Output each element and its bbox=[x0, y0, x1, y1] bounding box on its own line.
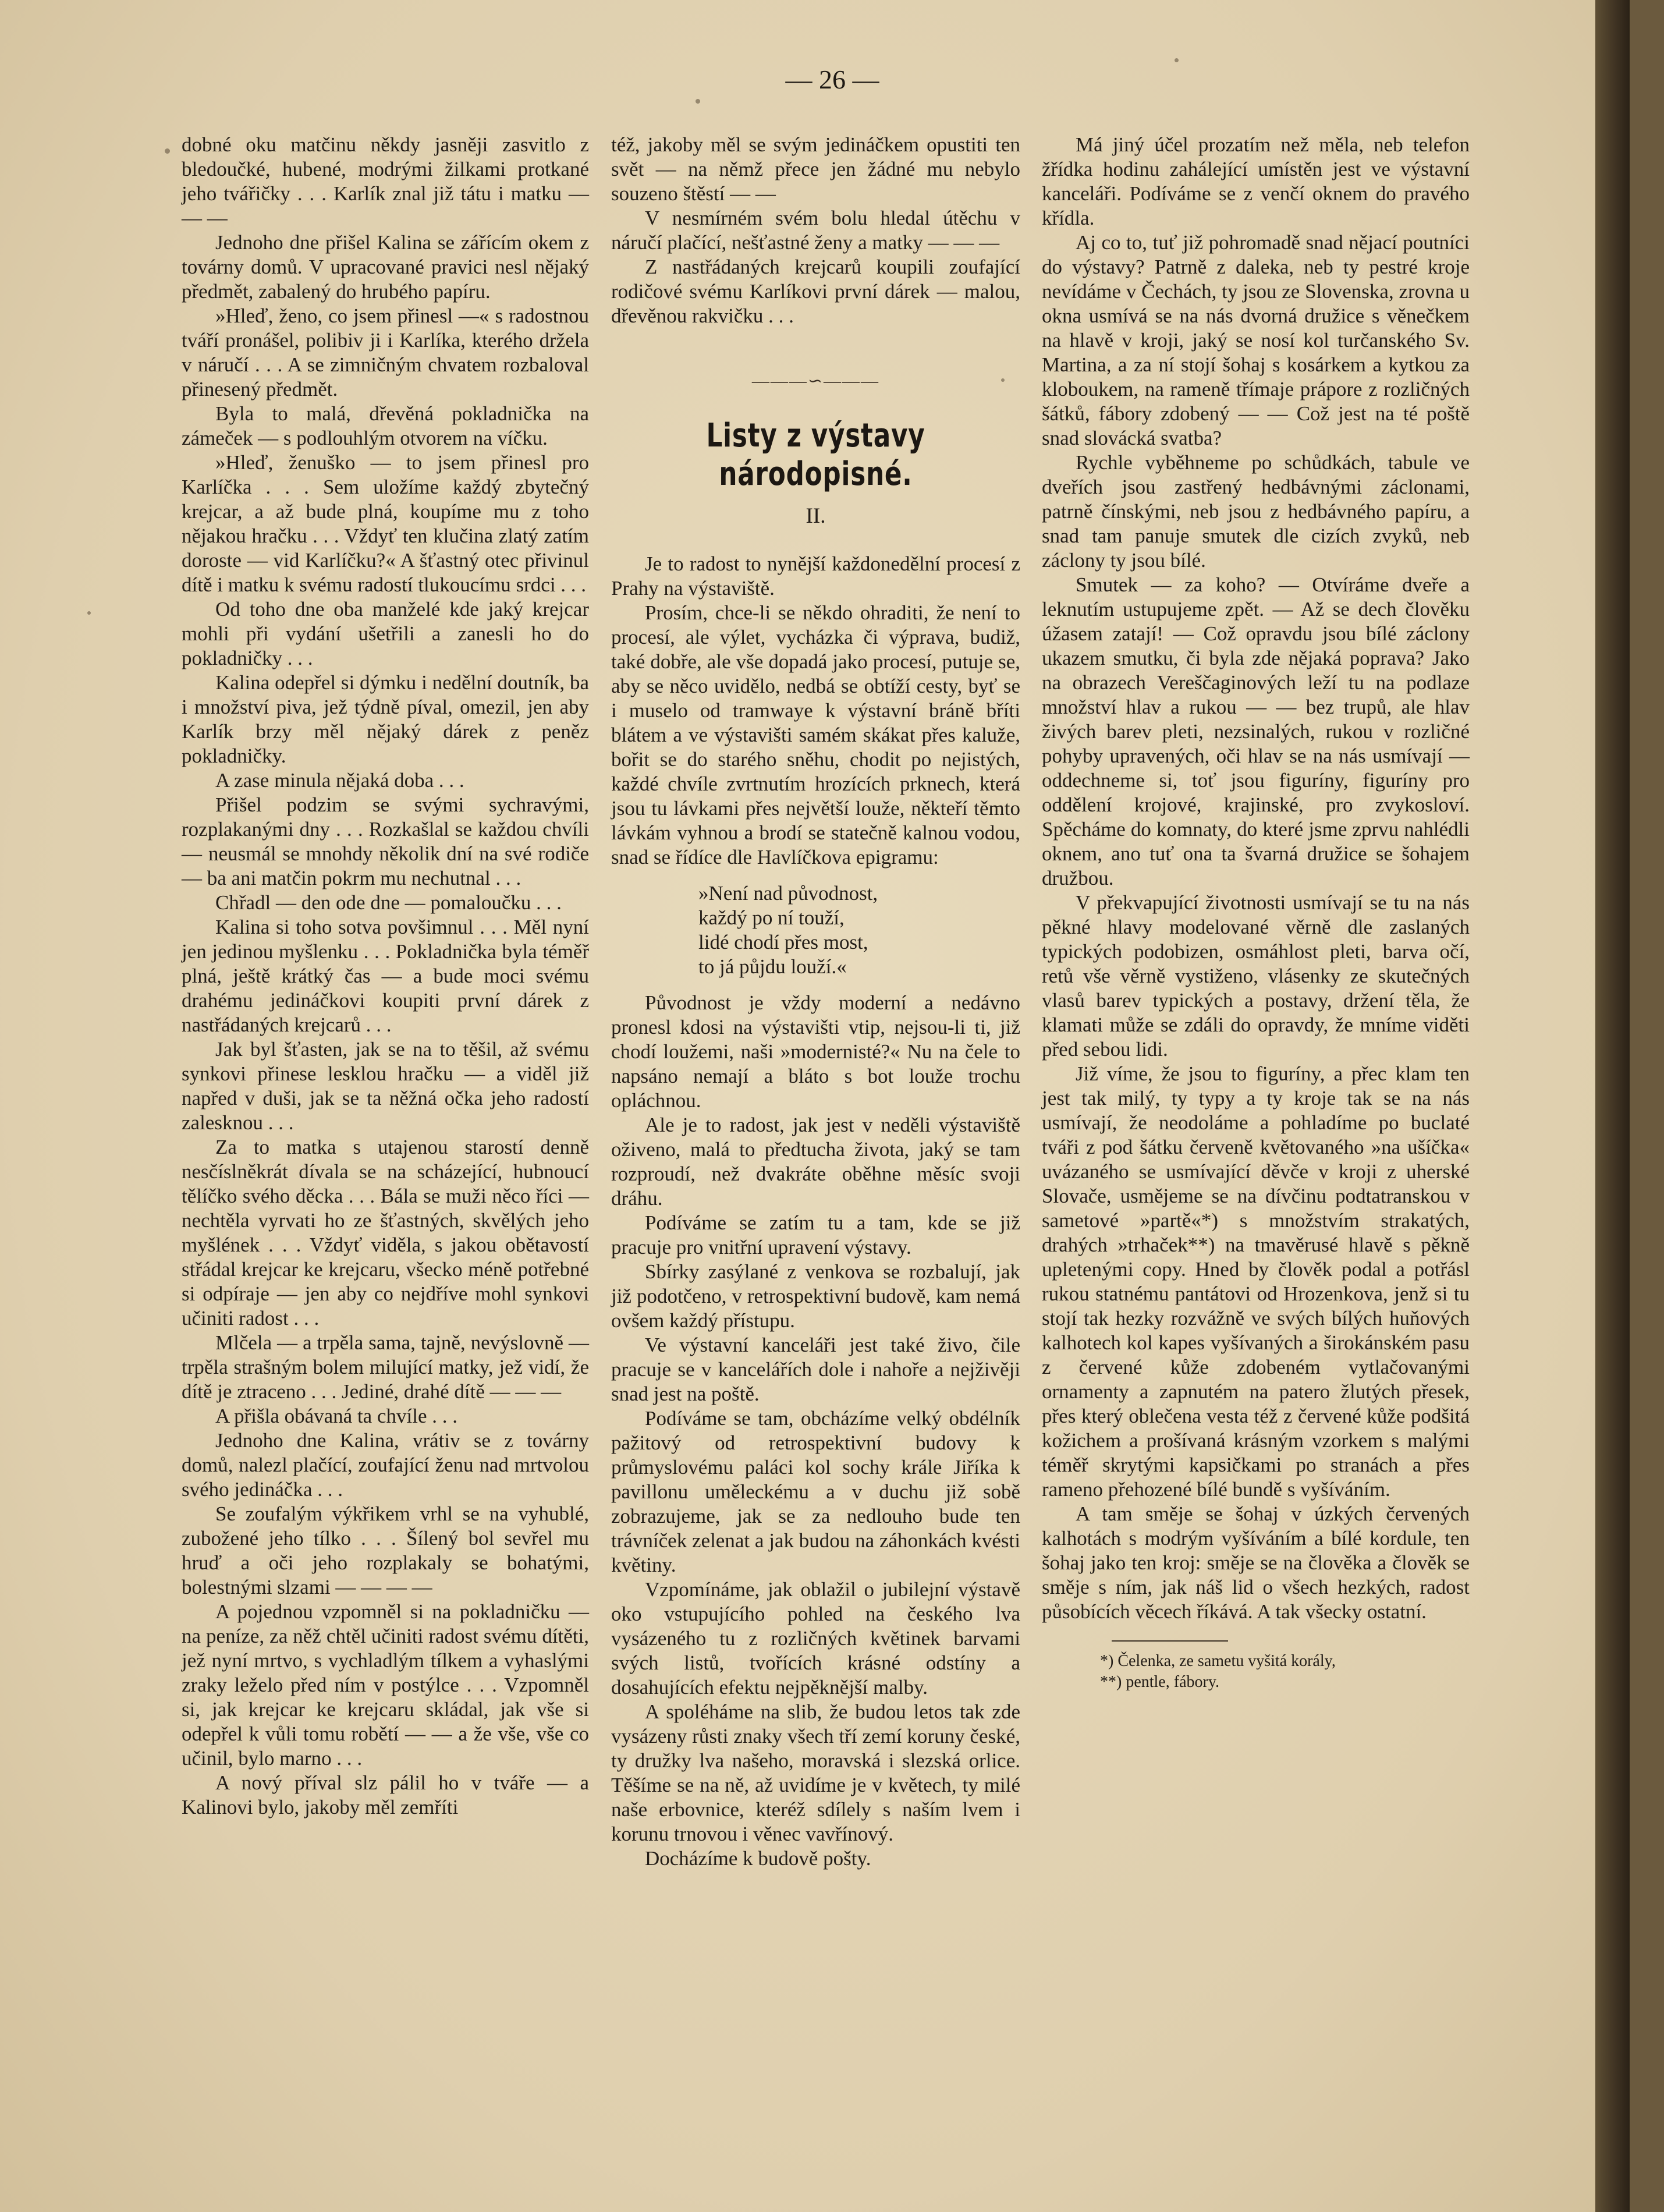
poem-line: každý po ní touží, bbox=[698, 906, 845, 929]
paragraph: Přišel podzim se svými sychravými, rozplakanými dny . . . Rozkašlal se každou chvíli — neusmál se mnohdy několik dní na své rodiče — ba ani matčin pokrm mu nechutnal . . . bbox=[182, 793, 589, 889]
ornamental-divider: ———∽——— bbox=[751, 371, 880, 391]
paragraph: Prosím, chce-li se někdo ohraditi, že není to procesí, ale výlet, vycházka či výprava, budiž, také dobře, ale vše dopadá jako procesí, putuje se, aby se něco uvidělo, nedbá se obtíží cesty, byť se i muselo od tramwaye k výstavní bráně bříti blátem a ve výstavišti samém skákat přes kaluže, bořit se do starého sněhu, chodit po nejistých, každé chvíle zvrtnutím hrozících prknech, která jsou tu lávkami přes největší louže, někteří těmto lávkám vyhnou a brodí se statečně kalnou vodou, snad se řídíce dle Havlíčkova epigramu: bbox=[611, 601, 1020, 869]
footnote: *) Čelenka, ze sametu vyšitá korály, bbox=[1100, 1652, 1336, 1670]
paper-speck bbox=[696, 99, 700, 104]
paragraph: též, jakoby měl se svým jedináčkem opustiti ten svět — na němž přece jen žádné mu nebylo souzeno štěstí — — bbox=[611, 133, 1020, 205]
page-edge bbox=[1595, 0, 1630, 2212]
paragraph: Mlčela — a trpěla sama, tajně, nevýslovně — trpěla strašným bolem milující matky, jež vidí, že dítě je ztraceno . . . Jediné, drahé dítě — — — bbox=[182, 1331, 589, 1403]
paragraph: dobné oku matčinu někdy jasněji zasvitlo z bledoučké, hubené, modrými žilkami protkané jeho tvářičky . . . Karlík znal již tátu i matku — — — bbox=[182, 133, 589, 229]
paragraph: Aj co to, tuť již pohromadě snad nějací poutníci do výstavy? Patrně z daleka, neb ty pestré kroje nevídáme v Čechách, ty jsou ze Slovenska, zrovna u okna usmívá se na nás dvorná družice s věnečkem na hlavě v kroji, jaký se nosí kol turčanského Sv. Martina, a za ní stojí šohaj s kosárkem a kytkou za kloboukem, na rameně třímaje prápore z rozličných šátků, fábory zdobený — — Což jest na té poště snad slovácká svatba? bbox=[1042, 231, 1470, 449]
paragraph: Je to radost to nynější každonedělní procesí z Prahy na výstaviště. bbox=[611, 552, 1020, 600]
paragraph: Kalina odepřel si dýmku i nedělní doutník, ba i množství piva, jež týdně píval, omezil, jen aby Karlík brzy měl nějaký dárek z peněz pokladničky. bbox=[182, 671, 589, 767]
paragraph: Jak byl šťasten, jak se na to těšil, až svému synkovi přinese lesklou hračku — a viděl již napřed v duši, jak se ta něžná očka jeho radostí zalesknou . . . bbox=[182, 1038, 589, 1134]
epigram-poem bbox=[698, 881, 1020, 979]
paragraph: V překvapující životnosti usmívají se tu na nás pěkné hlavy modelované věrně dle zaslaných typických podobizen, osmáhlost pleti, barva očí, retů vše věrně vystiženo, vlásenky ze skutečných vlasů barev typických a postavy, držení těla, že klamati může se zdáli do opravdy, že mníme viděti před sebou lidi. bbox=[1042, 891, 1470, 1061]
column-right bbox=[1042, 133, 1470, 1693]
column-left bbox=[182, 133, 589, 1820]
paragraph: Chřadl — den ode dne — pomaloučku . . . bbox=[215, 891, 562, 914]
paper-speck bbox=[165, 148, 170, 154]
paragraph: Od toho dne oba manželé kde jaký krejcar mohli při vydání ušetřili a zanesli ho do pokladničky . . . bbox=[182, 598, 589, 669]
paragraph: Z nastřádaných krejcarů koupili zoufající rodičové svému Karlíkovi první dárek — malou, dřevěnou rakvičku . . . bbox=[611, 256, 1020, 327]
paragraph: Jednoho dne Kalina, vrátiv se z továrny domů, nalezl plačící, zoufající ženu nad mrtvolou svého jedináčka . . . bbox=[182, 1429, 589, 1501]
poem-line: »Není nad původnost, bbox=[698, 882, 878, 905]
article-title: Listy z výstavy národopisné. bbox=[706, 417, 925, 493]
section-number: II. bbox=[806, 504, 826, 528]
paragraph: A pojednou vzpomněl si na pokladničku — na peníze, za něž chtěl učiniti radost svému dítěti, jež nyní mrtvo, s vychladlým tílkem a vyhaslými zraky leželo před ním v postýlce . . . Vzpomněl si, jak krejcar ke krejcaru skládal, jak vše si odepřel k vůli tomu robětí — — a že vše, vše co učinil, bylo marno . . . bbox=[182, 1600, 589, 1770]
paragraph: A spoléháme na slib, že budou letos tak zde vysázeny růsti znaky všech tří zemí koruny české, ty družky lva našeho, moravská i slezská orlice. Těšíme se na ně, až uvidíme je v květech, ty milé naše erbovnice, kteréž sdílely s naším lvem i korunu trnovou i věnec vavřínový. bbox=[611, 1700, 1020, 1845]
column-middle bbox=[611, 133, 1020, 1871]
paragraph: Byla to malá, dřevěná pokladnička na zámeček — s podlouhlým otvorem na víčku. bbox=[182, 402, 589, 449]
paragraph: Sbírky zasýlané z venkova se rozbalují, jak již podotčeno, v retrospektivní budově, kam nemá ovšem každý přístupu. bbox=[611, 1260, 1020, 1332]
paragraph: Kalina si toho sotva povšimnul . . . Měl nyní jen jedinou myšlenku . . . Pokladnička byla téměř plná, ještě krátký čas — a bude moci svému drahému jedináčkovi koupiti první dárek z nastřádaných krejcarů . . . bbox=[182, 916, 589, 1036]
paragraph: »Hleď, ženo, co jsem přinesl —« s radostnou tváří pronášel, polibiv ji i Karlíka, kterého držela v náručí . . . A se zimničným chvatem rozbaloval přinesený předmět. bbox=[182, 304, 589, 400]
paragraph: A zase minula nějaká doba . . . bbox=[215, 769, 464, 792]
paragraph: Jednoho dne přišel Kalina se zářícím okem z továrny domů. V upracované pravici nesl nějaký předmět, zabalený do hrubého papíru. bbox=[182, 231, 589, 303]
paragraph: Ale je to radost, jak jest v neděli výstaviště oživeno, malá to předtucha života, jaký se tam rozproudí, než dvakráte oběhne měsíc svoji dráhu. bbox=[611, 1114, 1020, 1210]
paragraph: A nový příval slz pálil ho v tváře — a Kalinovi bylo, jakoby měl zemříti bbox=[182, 1771, 589, 1818]
paragraph: Se zoufalým výkřikem vrhl se na vyhublé, zubožené jeho tílko . . . Šílený bol sevřel mu hruď a oči jeho rozplakaly se bohatými, bolestnými slzami — — — — bbox=[182, 1502, 589, 1598]
paper-speck bbox=[1175, 58, 1179, 62]
page-number: — 26 — bbox=[785, 65, 879, 94]
paragraph: Za to matka s utajenou starostí denně nesčíslněkrát dívala se na scházející, hubnoucí tělíčko svého děcka . . . Bála se muži něco říci — nechtěla vyrvati ho ze šťastných, skvělých jeho myšlének . . . Vždyť viděla, s jakou obětavostí střádal krejcar ke krejcaru, všecko méně potřebné si odpíraje — jen aby co nejdříve mohl synkovi učiniti radost . . . bbox=[182, 1136, 589, 1330]
paragraph: Má jiný účel prozatím než měla, neb telefon žřídka hodinu zahálející umístěn jest ve výstavní kanceláři. Podíváme se z venčí oknem do pravého křídla. bbox=[1042, 133, 1470, 229]
paragraph: Podíváme se zatím tu a tam, kde se již pracuje pro vnitřní upravení výstavy. bbox=[611, 1211, 1020, 1259]
paragraph: A přišla obávaná ta chvíle . . . bbox=[215, 1405, 457, 1427]
footnote-separator bbox=[1112, 1640, 1228, 1642]
paper-speck bbox=[1001, 378, 1005, 382]
paragraph: Rychle vyběhneme po schůdkách, tabule ve dveřích jsou zastřený hedbávnými záclonami, patrně čínskými, neb jsou z hedbávného papíru, a snad tam panuje smutek dle cizích zvyků, neb záclony ty jsou bílé. bbox=[1042, 451, 1470, 572]
paragraph: Původnost je vždy moderní a nedávno pronesl kdosi na výstavišti vtip, nejsou-li ti, již chodí loužemi, naši »modernisté?« Nu na čele to napsáno nemají a bláto s bot louže trochu opláchnou. bbox=[611, 991, 1020, 1112]
paragraph: Již víme, že jsou to figuríny, a přec klam ten jest tak milý, ty typy a ty kroje tak se na nás usmívají, že neodoláme a pohladíme po buclaté tváři z pod šátku červeně květovaného »na ušíčka« uvázaného se usmívající děvče v kroji z uherské Slovače, usmějeme se na dívčinu podtatranskou v sametové »partě«*) s množstvím strakatých, drahých »trhaček**) na tmavěrusé hlavě s pěkně upletenými copy. Hned by člověk podal a potřásl rukou statnému pantátovi od Hrozenkova, jenž si tu stojí tak hezky rozvážně ve svých bílých huňových kalhotech kol kapes vyšívaných a širokánském pasu z červené kůže zdobeném vytlačovanými ornamenty a zapnutém na patero žlutých přesek, přes který oblečena vesta též z červené kůže podšitá kožichem a prošívaná krásným vzorkem s malými téměř skrytými kapsičkami po stranách a přes rameno přehozené bílé bundě s vyšíváním. bbox=[1042, 1062, 1470, 1501]
paragraph: A tam směje se šohaj v úzkých červených kalhotách s modrým vyšíváním a bílé kordule, ten šohaj jako ten kroj: směje se na člověka a člověk se směje s ním, jak náš lid o všech hezkých, radost působících věcech říkává. A tak všecky ostatní. bbox=[1042, 1502, 1470, 1623]
paragraph: Vzpomínáme, jak oblažil o jubilejní výstavě oko vstupujícího pohled na českého lva vysázeného tu z rozličných květinek barvami svých listů, tvořících krásné odstíny a dosahujících efektu nejpěknější malby. bbox=[611, 1578, 1020, 1699]
paragraph: Podíváme se tam, obcházíme velký obdélník pažitový od retrospektivní budovy k průmyslovému paláci kol sochy krále Jiříka k pavillonu uměleckému a v duchu již sobě zobrazujeme, jak se za nedlouho bude ten trávníček zelenat a jak budou na záhonkách kvésti květiny. bbox=[611, 1407, 1020, 1576]
footnote: **) pentle, fábory. bbox=[1100, 1673, 1219, 1691]
poem-line: to já půjdu louží.« bbox=[698, 955, 847, 978]
paragraph: »Hleď, ženuško — to jsem přinesl pro Karlíčka . . . Sem uložíme každý zbytečný krejcar, a až bude plná, koupíme mu z toho nějakou hračku . . . Vždyť ten klučina zlatý zatím doroste — vid Karlíčku?« A šťastný otec přivinul dítě i matku k svému radostí tlukoucímu srdci . . . bbox=[182, 451, 589, 596]
poem-line: lidé chodí přes most, bbox=[698, 931, 868, 953]
paragraph: Docházíme k budově pošty. bbox=[645, 1847, 871, 1870]
paper-speck bbox=[87, 611, 91, 615]
paragraph: Ve výstavní kanceláři jest také živo, čile pracuje se v kancelářích dole i nahoře a nejživěji snad jest na poště. bbox=[611, 1334, 1020, 1405]
paragraph: V nesmírném svém bolu hledal útěchu v náručí plačící, nešťastné ženy a matky — — — bbox=[611, 207, 1020, 254]
paragraph: Smutek — za koho? — Otvíráme dveře a leknutím ustupujeme zpět. — Až se dech člověku úžasem zatají! — Což opravdu jsou bílé záclony ukazem smutku, či byla zde nějaká poprava? Jako na obrazech Vereščaginových leží tu na podlaze množství hlav a rukou — — bez trupů, ale hlav živých barev pleti, nezsinalých, rukou v rozličné pohyby upravených, oči hlav se na nás usmívají — oddechneme si, toť jsou figuríny, figuríny pro oddělení krojové, krajinské, pro zvykosloví. Spěcháme do komnaty, do které jsme zprvu nahlédli oknem, ano tuť ona ta švarná družice se šohajem družbou. bbox=[1042, 573, 1470, 889]
